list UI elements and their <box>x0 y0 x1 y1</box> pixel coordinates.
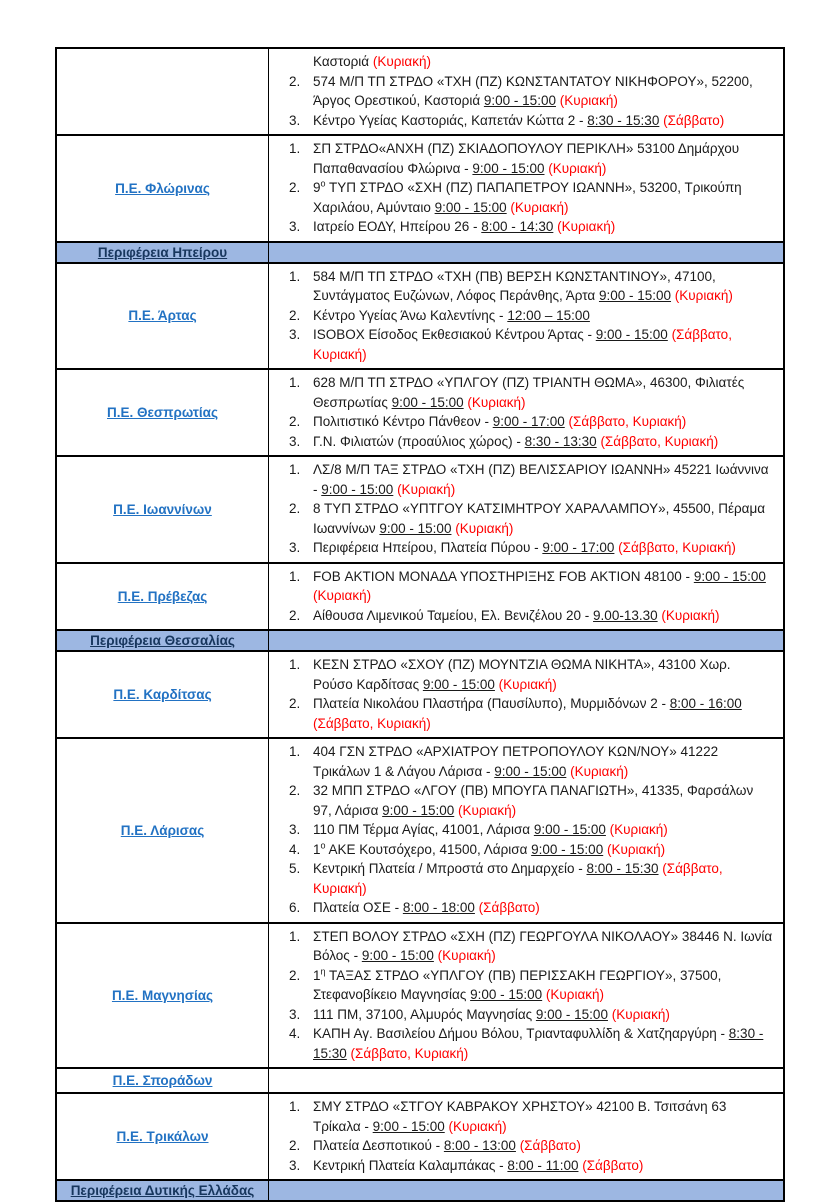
hours: 9:00 - 15:00 <box>598 288 672 303</box>
location-item <box>269 1156 777 1176</box>
table-row <box>57 262 783 369</box>
hours: 9:00 - 15:00 <box>693 568 766 584</box>
item-number: 2. <box>289 967 301 983</box>
location-entry-text <box>313 655 777 694</box>
locations-cell <box>269 1094 783 1179</box>
location-text: Πολιτιστικό Κέντρο Πάνθεον - <box>313 414 493 429</box>
days-note: (Σάββατο) <box>659 112 725 128</box>
days-note: (Σάββατο, Κυριακή) <box>564 414 687 429</box>
item-number: 5. <box>289 861 301 876</box>
item-number: 6. <box>289 900 301 915</box>
location-text: 8 ΤΥΠ ΣΤΡΔΟ «ΥΠΤΓΟΥ ΚΑΤΣΙΜΗΤΡΟΥ ΧΑΡΑΛΑΜΠΟΥ», 45500, Πέραμα Ιωαννίνων <box>313 501 766 536</box>
location-entry-text <box>313 412 777 432</box>
location-item <box>269 111 777 131</box>
hours: 9:00 - 15:00 <box>391 394 464 410</box>
item-number: 4. <box>289 841 301 857</box>
location-entry-text <box>313 694 777 733</box>
days-note: (Σάββατο, Κυριακή) <box>614 540 736 555</box>
location-item <box>269 267 777 306</box>
regional-unit-cell <box>57 564 269 630</box>
table-row <box>57 650 783 737</box>
locations-cell <box>269 564 783 630</box>
location-item <box>269 373 777 412</box>
item-number: 1. <box>289 268 301 284</box>
regional-unit-link[interactable]: Π.Ε. Πρέβεζας <box>117 588 208 604</box>
days-note: (Κυριακή) <box>603 841 666 857</box>
location-entry-text <box>313 111 777 131</box>
days-note: (Σάββατο) <box>515 1138 581 1153</box>
location-text: ISOBOX Είσοδος Εκθεσιακού Κέντρου Άρτας - <box>313 327 596 342</box>
days-note: (Κυριακή) <box>313 588 372 603</box>
location-text: Πλατεία Νικολάου Πλαστήρα (Παυσίλυπο), Μυρμιδόνων 2 - <box>313 696 670 711</box>
ordinal-superscript: ο <box>320 178 326 189</box>
locations-cell <box>269 739 783 922</box>
item-number: 2. <box>289 307 301 323</box>
hours: 9:00 - 15:00 <box>470 987 543 1002</box>
location-item <box>269 1097 777 1136</box>
hours: 9:00 - 15:00 <box>535 1006 608 1022</box>
region-band-label: Περιφέρεια Θεσσαλίας <box>90 633 235 648</box>
location-entry-text <box>313 538 777 558</box>
ordinal-superscript: ο <box>320 840 326 850</box>
location-entry-text <box>313 1097 777 1136</box>
hours: 8:00 - 18:00 <box>402 900 475 915</box>
location-item <box>269 139 777 178</box>
location-entry-text <box>313 859 777 898</box>
regional-unit-cell <box>57 924 269 1068</box>
region-band-cell <box>57 631 269 651</box>
days-note: (Κυριακή) <box>542 987 605 1002</box>
days-note: (Κυριακή) <box>433 948 496 963</box>
location-text: ΚΑΠΗ Αγ. Βασιλείου Δήμου Βόλου, Τριανταφυλλίδη & Χατζηαργύρη - <box>313 1026 729 1041</box>
item-number: 2. <box>289 73 301 89</box>
days-note: (Κυριακή) <box>494 676 557 692</box>
item-number: 3. <box>289 822 301 837</box>
location-entry-text <box>313 306 777 326</box>
location-text: Γ.Ν. Φιλιατών (προαύλιος χώρος) - <box>313 433 525 449</box>
days-note: (Κυριακή) <box>566 763 629 779</box>
location-item <box>269 306 777 326</box>
location-text: Κεντρική Πλατεία Καλαμπάκας - <box>313 1157 508 1173</box>
regional-unit-link[interactable]: Π.Ε. Άρτας <box>128 308 197 324</box>
locations-cell <box>269 924 783 1068</box>
item-number: 1. <box>289 462 301 477</box>
location-text: ΣΤΕΠ ΒΟΛΟΥ ΣΤΡΔΟ «ΣΧΗ (ΠΖ) ΓΕΩΡΓΟΥΛΑ ΝΙΚΟΛΑΟΥ» 38446 Ν. Ιωνία Βόλος - <box>313 928 773 963</box>
item-number: 1. <box>289 1099 301 1114</box>
locations-cell <box>269 49 783 134</box>
days-note: (Κυριακή) <box>451 520 514 536</box>
days-note: (Σάββατο, Κυριακή) <box>313 715 431 731</box>
hours: 9:00 - 17:00 <box>542 540 615 555</box>
location-text: Περιφέρεια Ηπείρου, Πλατεία Πύρου - <box>313 540 543 555</box>
days-note: (Σάββατο, Κυριακή) <box>346 1045 469 1061</box>
item-number: 1. <box>289 744 301 759</box>
hours: 9:00 - 15:00 <box>382 802 455 818</box>
days-note: (Κυριακή) <box>553 219 616 234</box>
locations-cell <box>269 1069 783 1092</box>
location-item <box>269 966 777 1005</box>
days-note: (Κυριακή) <box>671 288 733 303</box>
hours: 9:00 - 17:00 <box>492 414 565 429</box>
table-row <box>57 134 783 241</box>
table-row <box>57 455 783 562</box>
item-number: 1. <box>289 928 301 944</box>
hours: 9:00 - 15:00 <box>533 822 606 837</box>
regional-unit-link[interactable]: Π.Ε. Καρδίτσας <box>113 687 212 702</box>
location-item <box>269 742 777 781</box>
location-text: Κεντρική Πλατεία / Μπροστά στο Δημαρχείο - <box>313 861 587 876</box>
regional-unit-link[interactable]: Π.Ε. Φλώρινας <box>115 180 210 196</box>
table-row <box>57 562 783 630</box>
location-text: Κέντρο Υγείας Καστοριάς, Καπετάν Κώττα 2 - <box>313 112 588 128</box>
days-note: (Κυριακή) <box>463 394 526 410</box>
region-band-spacer <box>269 1181 783 1201</box>
location-item <box>269 1024 777 1063</box>
location-item <box>269 325 777 364</box>
region-band-row <box>57 629 783 650</box>
regional-unit-cell <box>57 1069 269 1092</box>
table-row <box>57 737 783 922</box>
item-number: 2. <box>289 414 301 429</box>
days-note: (Κυριακή) <box>607 1006 670 1022</box>
item-number: 1. <box>289 568 301 584</box>
location-entry-text <box>313 373 777 412</box>
location-text: Πλατεία ΟΣΕ - <box>313 900 403 915</box>
item-number: 2. <box>289 180 301 195</box>
regional-unit-cell <box>57 264 269 369</box>
regional-unit-cell <box>57 1094 269 1179</box>
hours: 9:00 - 15:00 <box>472 160 545 176</box>
location-text: 9 <box>313 180 321 195</box>
item-number: 2. <box>289 696 301 711</box>
region-band-spacer <box>269 631 783 651</box>
location-item <box>269 52 777 72</box>
location-item <box>269 820 777 840</box>
location-entry-text <box>313 178 777 217</box>
hours: 8:00 - 11:00 <box>507 1157 579 1173</box>
region-band-row <box>57 241 783 262</box>
location-text: 574 Μ/Π ΤΠ ΣΤΡΔΟ «ΤΧΗ (ΠΖ) ΚΩΝΣΤΑΝΤΑΤΟΥ ΝΙΚΗΦΟΡΟΥ», 52200, Άργος Ορεστικού, Καστοριά <box>313 73 753 108</box>
location-entry-text <box>313 966 777 1005</box>
days-note: (Σάββατο, Κυριακή) <box>313 327 732 362</box>
hours: 8:00 - 14:30 <box>481 219 554 234</box>
regional-unit-cell <box>57 370 269 455</box>
region-band-label: Περιφέρεια Ηπείρου <box>97 244 228 260</box>
location-item <box>269 432 777 452</box>
hours: 8:00 - 15:30 <box>586 861 659 876</box>
days-note: (Κυριακή) <box>605 822 668 837</box>
location-text: 1 <box>313 967 321 983</box>
locations-cell <box>269 370 783 455</box>
region-band-label: Περιφέρεια Δυτικής Ελλάδας <box>70 1183 255 1198</box>
location-text: ΑΚΕ Κουτσόχερο, 41500, Λάρισα <box>325 841 532 857</box>
item-number: 1. <box>289 141 301 156</box>
days-note: (Σάββατο) <box>578 1157 644 1173</box>
location-item <box>269 538 777 558</box>
location-entry-text <box>313 325 777 364</box>
location-entry-text <box>313 52 777 72</box>
location-text: Αίθουσα Λιμενικού Ταμείου, Ελ. Βενιζέλου 20 - <box>313 607 594 623</box>
location-entry-text <box>313 1136 777 1156</box>
item-number: 3. <box>289 112 301 128</box>
hours: 9.00-13.30 <box>593 607 658 623</box>
location-text: 32 ΜΠΠ ΣΤΡΔΟ «ΛΓΟΥ (ΠΒ) ΜΠΟΥΓΑ ΠΑΝΑΓΙΩΤΗ», 41335, Φαρσάλων 97, Λάρισα <box>313 783 754 818</box>
location-entry-text <box>313 927 777 966</box>
hours: 9:00 - 15:00 <box>372 1118 445 1134</box>
hours: 8:00 - 16:00 <box>669 696 742 711</box>
days-note: (Κυριακή) <box>372 54 431 69</box>
table-row <box>57 1092 783 1179</box>
location-entry-text <box>313 898 777 918</box>
location-item <box>269 1136 777 1156</box>
days-note: (Κυριακή) <box>444 1118 507 1134</box>
location-item <box>269 606 777 626</box>
item-number: 2. <box>289 1138 301 1153</box>
item-number <box>289 52 313 72</box>
item-number: 3. <box>289 540 301 555</box>
location-entry-text <box>313 267 777 306</box>
location-item <box>269 859 777 898</box>
days-note: (Κυριακή) <box>657 607 720 623</box>
location-text: 628 Μ/Π ΤΠ ΣΤΡΔΟ «ΥΠΛΓΟΥ (ΠΖ) ΤΡΙΑΝΤΗ ΘΩΜΑ», 46300, Φιλιατές Θεσπρωτίας <box>313 375 745 410</box>
location-item <box>269 217 777 237</box>
regional-unit-link[interactable]: Π.Ε. Μαγνησίας <box>111 987 214 1003</box>
ordinal-superscript: η <box>320 966 326 976</box>
hours: 9:00 - 15:00 <box>531 841 604 857</box>
hours: 9:00 - 15:00 <box>483 93 556 108</box>
days-note: (Κυριακή) <box>544 160 607 176</box>
location-text: ΣΠ ΣΤΡΔΟ«ΑΝΧΗ (ΠΖ) ΣΚΙΑΔΟΠΟΥΛΟΥ ΠΕΡΙΚΛΗ» 53100 Δημάρχου Παπαθανασίου Φλώρινα - <box>313 141 740 176</box>
item-number: 3. <box>289 219 301 234</box>
hours: 9:00 - 15:00 <box>595 327 668 342</box>
hours: 9:00 - 15:00 <box>379 520 452 536</box>
location-item <box>269 840 777 860</box>
location-item <box>269 1005 777 1025</box>
days-note: (Σάββατο) <box>474 900 540 915</box>
item-number: 1. <box>289 375 301 390</box>
location-entry-text <box>313 432 777 452</box>
table-row <box>57 1067 783 1092</box>
location-item <box>269 567 777 606</box>
locations-cell <box>269 652 783 737</box>
location-text: Κέντρο Υγείας Άνω Καλεντίνης - <box>313 307 508 323</box>
location-entry-text <box>313 139 777 178</box>
table-row <box>57 922 783 1068</box>
table-row <box>57 49 783 134</box>
region-band-cell <box>57 1181 269 1201</box>
location-entry-text <box>313 499 777 538</box>
location-text: Ιατρείο ΕΟΔΥ, Ηπείρου 26 - <box>313 219 482 234</box>
location-text: ΛΣ/8 Μ/Π ΤΑΞ ΣΤΡΔΟ «ΤΧΗ (ΠΖ) ΒΕΛΙΣΣΑΡΙΟΥ ΙΩΑΝΝΗ» 45221 Ιωάννινα - <box>313 462 769 497</box>
location-item <box>269 694 777 733</box>
location-item <box>269 178 777 217</box>
location-text: ΤΥΠ ΣΤΡΔΟ «ΣΧΗ (ΠΖ) ΠΑΠΑΠΕΤΡΟΥ ΙΩΑΝΝΗ», 53200, Τρικούπη Χαριλάου, Αμύνταιο <box>313 180 742 215</box>
days-note: (Κυριακή) <box>393 481 456 497</box>
regional-unit-cell <box>57 49 269 134</box>
location-text: 111 ΠΜ, 37100, Αλμυρός Μαγνησίας <box>313 1006 536 1022</box>
regional-unit-link[interactable]: Π.Ε. Θεσπρωτίας <box>107 405 218 420</box>
region-band-spacer <box>269 243 783 263</box>
location-item <box>269 927 777 966</box>
hours: 9:00 - 15:00 <box>434 199 507 215</box>
region-band-cell <box>57 243 269 263</box>
days-note: (Κυριακή) <box>555 93 618 108</box>
location-text: ΤΑΞΑΣ ΣΤΡΔΟ «ΥΠΛΓΟΥ (ΠΒ) ΠΕΡΙΣΣΑΚΗ ΓΕΩΡΓΙΟΥ», 37500, Στεφανοβίκειο Μαγνησίας <box>313 967 722 1002</box>
locations-cell <box>269 264 783 369</box>
days-note: (Σάββατο, Κυριακή) <box>596 433 719 449</box>
hours: 9:00 - 15:00 <box>361 948 434 963</box>
regional-unit-link[interactable]: Π.Ε. Λάρισας <box>120 822 205 838</box>
item-number: 2. <box>289 501 301 516</box>
location-entry-text <box>313 606 777 626</box>
hours: 9:00 - 15:00 <box>494 763 567 779</box>
regional-unit-cell <box>57 739 269 922</box>
hours: 9:00 - 15:00 <box>422 676 495 692</box>
regional-unit-link[interactable]: Π.Ε. Τρικάλων <box>116 1129 209 1144</box>
location-entry-text <box>313 567 777 606</box>
item-number: 3. <box>289 1157 301 1173</box>
location-item <box>269 460 777 499</box>
location-entry-text <box>313 840 777 860</box>
location-item <box>269 412 777 432</box>
location-entry-text <box>313 1156 777 1176</box>
location-entry-text <box>313 742 777 781</box>
hours: 12:00 – 15:00 <box>507 307 590 323</box>
location-text: ΣΜΥ ΣΤΡΔΟ «ΣΤΓΟΥ ΚΑΒΡΑΚΟΥ ΧΡΗΣΤΟΥ» 42100 Β. Τσιτσάνη 63 Τρίκαλα - <box>313 1099 727 1134</box>
location-text: Πλατεία Δεσποτικού - <box>313 1138 444 1153</box>
item-number: 2. <box>289 607 301 623</box>
item-number: 2. <box>289 783 301 798</box>
regional-unit-link[interactable]: Π.Ε. Σποράδων <box>112 1073 213 1088</box>
hours: 8:30 - 13:30 <box>524 433 597 449</box>
location-text: Καστοριά <box>313 54 373 69</box>
location-entry-text <box>313 460 777 499</box>
hours: 9:00 - 15:00 <box>321 481 394 497</box>
location-text: 584 Μ/Π ΤΠ ΣΤΡΔΟ «ΤΧΗ (ΠΒ) ΒΕΡΣΗ ΚΩΝΣΤΑΝΤΙΝΟΥ», 47100, Συντάγματος Ευζώνων, Λόφος Περάνθης, Άρτα <box>313 268 716 303</box>
hours: 8:00 - 13:00 <box>443 1138 516 1153</box>
location-item <box>269 655 777 694</box>
item-number: 3. <box>289 1006 301 1022</box>
item-number: 3. <box>289 433 301 449</box>
region-band-row <box>57 1179 783 1200</box>
location-item <box>269 781 777 820</box>
location-text: 1 <box>313 841 321 857</box>
table-row <box>57 368 783 455</box>
location-item <box>269 898 777 918</box>
location-text: 110 ΠΜ Τέρμα Αγίας, 41001, Λάρισα <box>313 822 534 837</box>
location-entry-text <box>313 1005 777 1025</box>
item-number: 4. <box>289 1026 301 1041</box>
days-note: (Κυριακή) <box>506 199 569 215</box>
location-entry-text <box>313 217 777 237</box>
item-number: 1. <box>289 657 301 672</box>
location-item <box>269 499 777 538</box>
location-entry-text <box>313 1024 777 1063</box>
location-text: 404 ΓΣΝ ΣΤΡΔΟ «ΑΡΧΙΑΤΡΟΥ ΠΕΤΡΟΠΟΥΛΟΥ ΚΩΝ/ΝΟΥ» 41222 Τρικάλων 1 & Λάγου Λάρισα - <box>313 744 719 779</box>
days-note: (Κυριακή) <box>454 802 517 818</box>
item-number: 3. <box>289 327 301 342</box>
location-entry-text <box>313 72 777 111</box>
locations-cell <box>269 457 783 562</box>
days-note: (Σάββατο, Κυριακή) <box>313 861 723 896</box>
regional-unit-link[interactable]: Π.Ε. Ιωαννίνων <box>113 501 212 517</box>
location-entry-text <box>313 820 777 840</box>
regional-unit-cell <box>57 457 269 562</box>
regional-unit-cell <box>57 136 269 241</box>
location-text: FOB ΑΚΤΙΟΝ ΜΟΝΑΔΑ ΥΠΟΣΤΗΡΙΞΗΣ FOB ΑΚΤΙΟΝ 48100 - <box>313 568 694 584</box>
location-text: ΚΕΣΝ ΣΤΡΔΟ «ΣΧΟΥ (ΠΖ) ΜΟΥΝΤΖΙΑ ΘΩΜΑ ΝΙΚΗΤΑ», 43100 Χωρ. Ρούσο Καρδίτσας <box>313 657 731 692</box>
location-item <box>269 72 777 111</box>
regional-unit-cell <box>57 652 269 737</box>
location-entry-text <box>313 781 777 820</box>
hours: 8:30 - 15:30 <box>313 1026 764 1061</box>
vaccination-points-table <box>55 47 785 1202</box>
locations-cell <box>269 136 783 241</box>
hours: 8:30 - 15:30 <box>587 112 660 128</box>
